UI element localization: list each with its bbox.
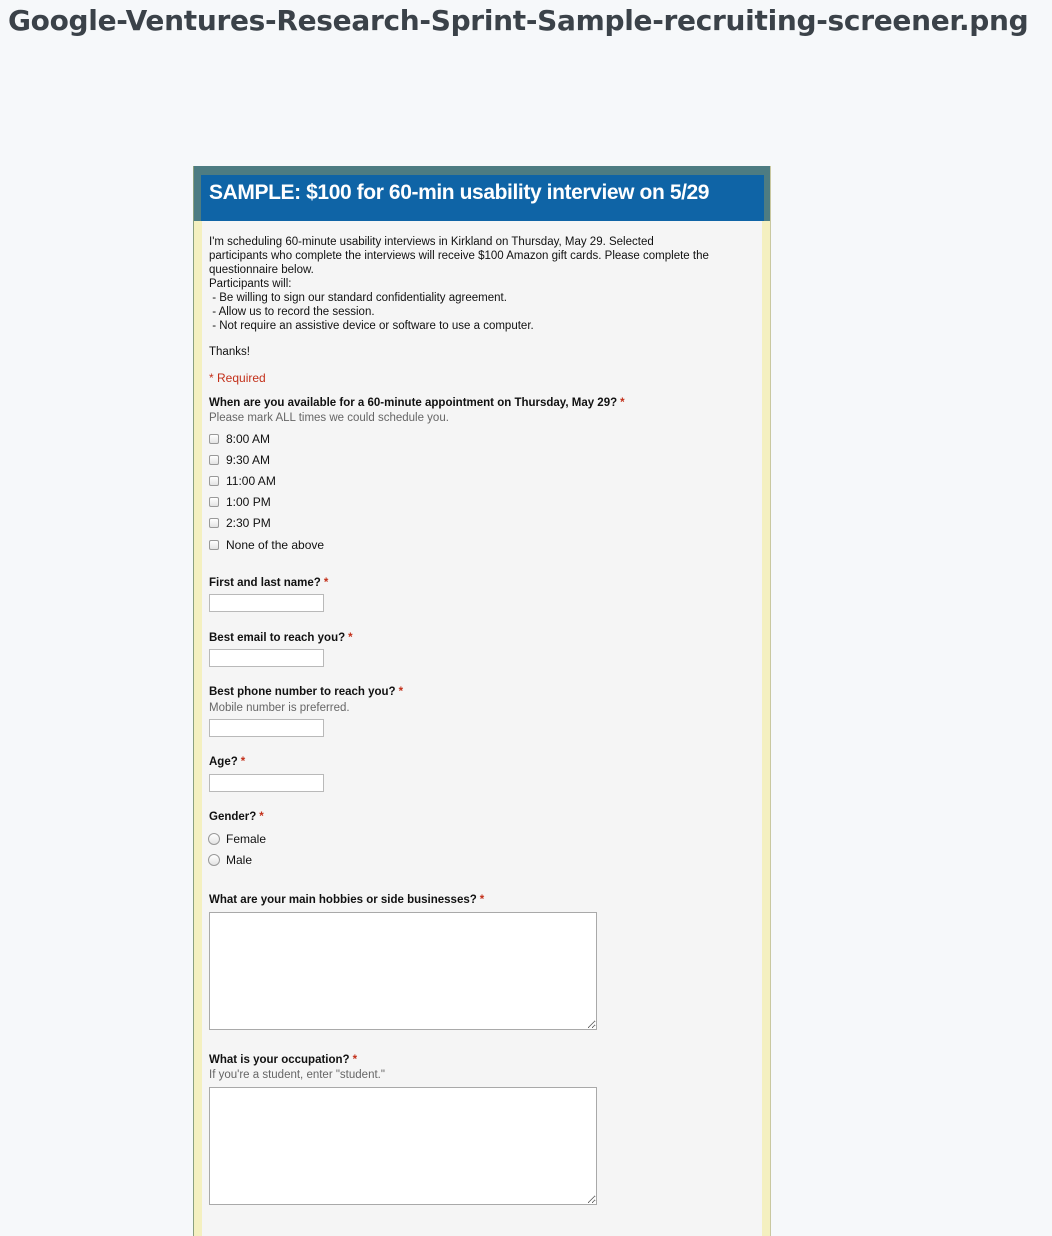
- thanks-text: Thanks!: [209, 346, 250, 358]
- required-star: *: [348, 632, 353, 644]
- required-star: *: [259, 811, 264, 823]
- required-star: *: [398, 686, 404, 698]
- option-label: 9:30 AM: [226, 453, 271, 467]
- name-question: [209, 577, 328, 589]
- checkbox[interactable]: [209, 434, 219, 444]
- hobbies-question: [209, 894, 484, 906]
- question-text: Best email to reach you?: [209, 632, 346, 644]
- option-1pm[interactable]: [209, 494, 271, 510]
- radio-button[interactable]: [208, 833, 220, 845]
- question-text: What are your main hobbies or side businesses?: [209, 894, 477, 906]
- required-star: *: [240, 756, 246, 768]
- radio-button[interactable]: [208, 854, 220, 866]
- age-input[interactable]: [209, 774, 324, 792]
- form-title: SAMPLE: $100 for 60-min usability interview on 5/29: [209, 181, 710, 204]
- question-text: Best phone number to reach you?: [209, 686, 396, 698]
- email-question: [209, 632, 353, 644]
- option-230pm[interactable]: [209, 515, 271, 531]
- file-title: Google-Ventures-Research-Sprint-Sample-recruiting-screener.png: [8, 4, 1029, 37]
- option-label: 11:00 AM: [226, 474, 276, 488]
- question-text: What is your occupation?: [209, 1054, 350, 1066]
- option-label: 2:30 PM: [226, 516, 271, 530]
- question-text: First and last name?: [209, 577, 321, 589]
- required-note: * Required: [209, 371, 266, 385]
- required-star: *: [352, 1054, 358, 1066]
- checkbox[interactable]: [209, 497, 219, 507]
- left-rail: [194, 221, 202, 1236]
- required-star: *: [479, 894, 485, 906]
- question-text: When are you available for a 60-minute appointment on Thursday, May 29?: [209, 397, 618, 409]
- email-input[interactable]: [209, 649, 324, 667]
- intro-line: - Not require an assistive device or software to use a computer.: [209, 320, 534, 332]
- option-label: 8:00 AM: [226, 432, 271, 446]
- required-star: *: [620, 397, 625, 409]
- option-label: None of the above: [226, 538, 325, 552]
- age-question: [209, 756, 245, 768]
- option-label: Female: [226, 832, 267, 846]
- hobbies-textarea[interactable]: [209, 912, 597, 1030]
- availability-help: Please mark ALL times we could schedule you.: [209, 412, 449, 424]
- intro-line: Participants will:: [209, 278, 292, 290]
- required-star: *: [323, 577, 329, 589]
- checkbox[interactable]: [209, 455, 219, 465]
- phone-help: Mobile number is preferred.: [209, 702, 350, 714]
- option-11am[interactable]: [209, 473, 276, 489]
- gender-option-female[interactable]: [208, 831, 266, 847]
- option-8am[interactable]: [209, 431, 270, 447]
- intro-line: questionnaire below.: [209, 264, 314, 276]
- gender-question: [209, 811, 264, 823]
- occupation-textarea[interactable]: [209, 1087, 597, 1205]
- occupation-question: [209, 1054, 357, 1066]
- checkbox[interactable]: [209, 540, 219, 550]
- option-label: Male: [226, 853, 253, 867]
- form-screenshot: [193, 166, 771, 1236]
- option-none[interactable]: [209, 537, 324, 553]
- occupation-help: If you're a student, enter "student.": [209, 1069, 385, 1081]
- intro-line: I'm scheduling 60-minute usability interviews in Kirkland on Thursday, May 29. Selected: [209, 236, 654, 248]
- option-label: 1:00 PM: [226, 495, 271, 509]
- question-text: Gender?: [209, 811, 257, 823]
- gender-option-male[interactable]: [208, 852, 252, 868]
- right-rail: [762, 221, 770, 1236]
- intro-line: - Allow us to record the session.: [209, 306, 375, 318]
- checkbox[interactable]: [209, 476, 219, 486]
- option-930am[interactable]: [209, 452, 270, 468]
- intro-line: - Be willing to sign our standard confidentiality agreement.: [209, 292, 507, 304]
- name-input[interactable]: [209, 594, 324, 612]
- form-header: [201, 175, 764, 221]
- availability-question: [209, 397, 625, 409]
- checkbox[interactable]: [209, 518, 219, 528]
- intro-line: participants who complete the interviews will receive $100 Amazon gift cards. Please complete the: [209, 250, 709, 262]
- phone-question: [209, 686, 403, 698]
- question-text: Age?: [209, 756, 238, 768]
- phone-input[interactable]: [209, 719, 324, 737]
